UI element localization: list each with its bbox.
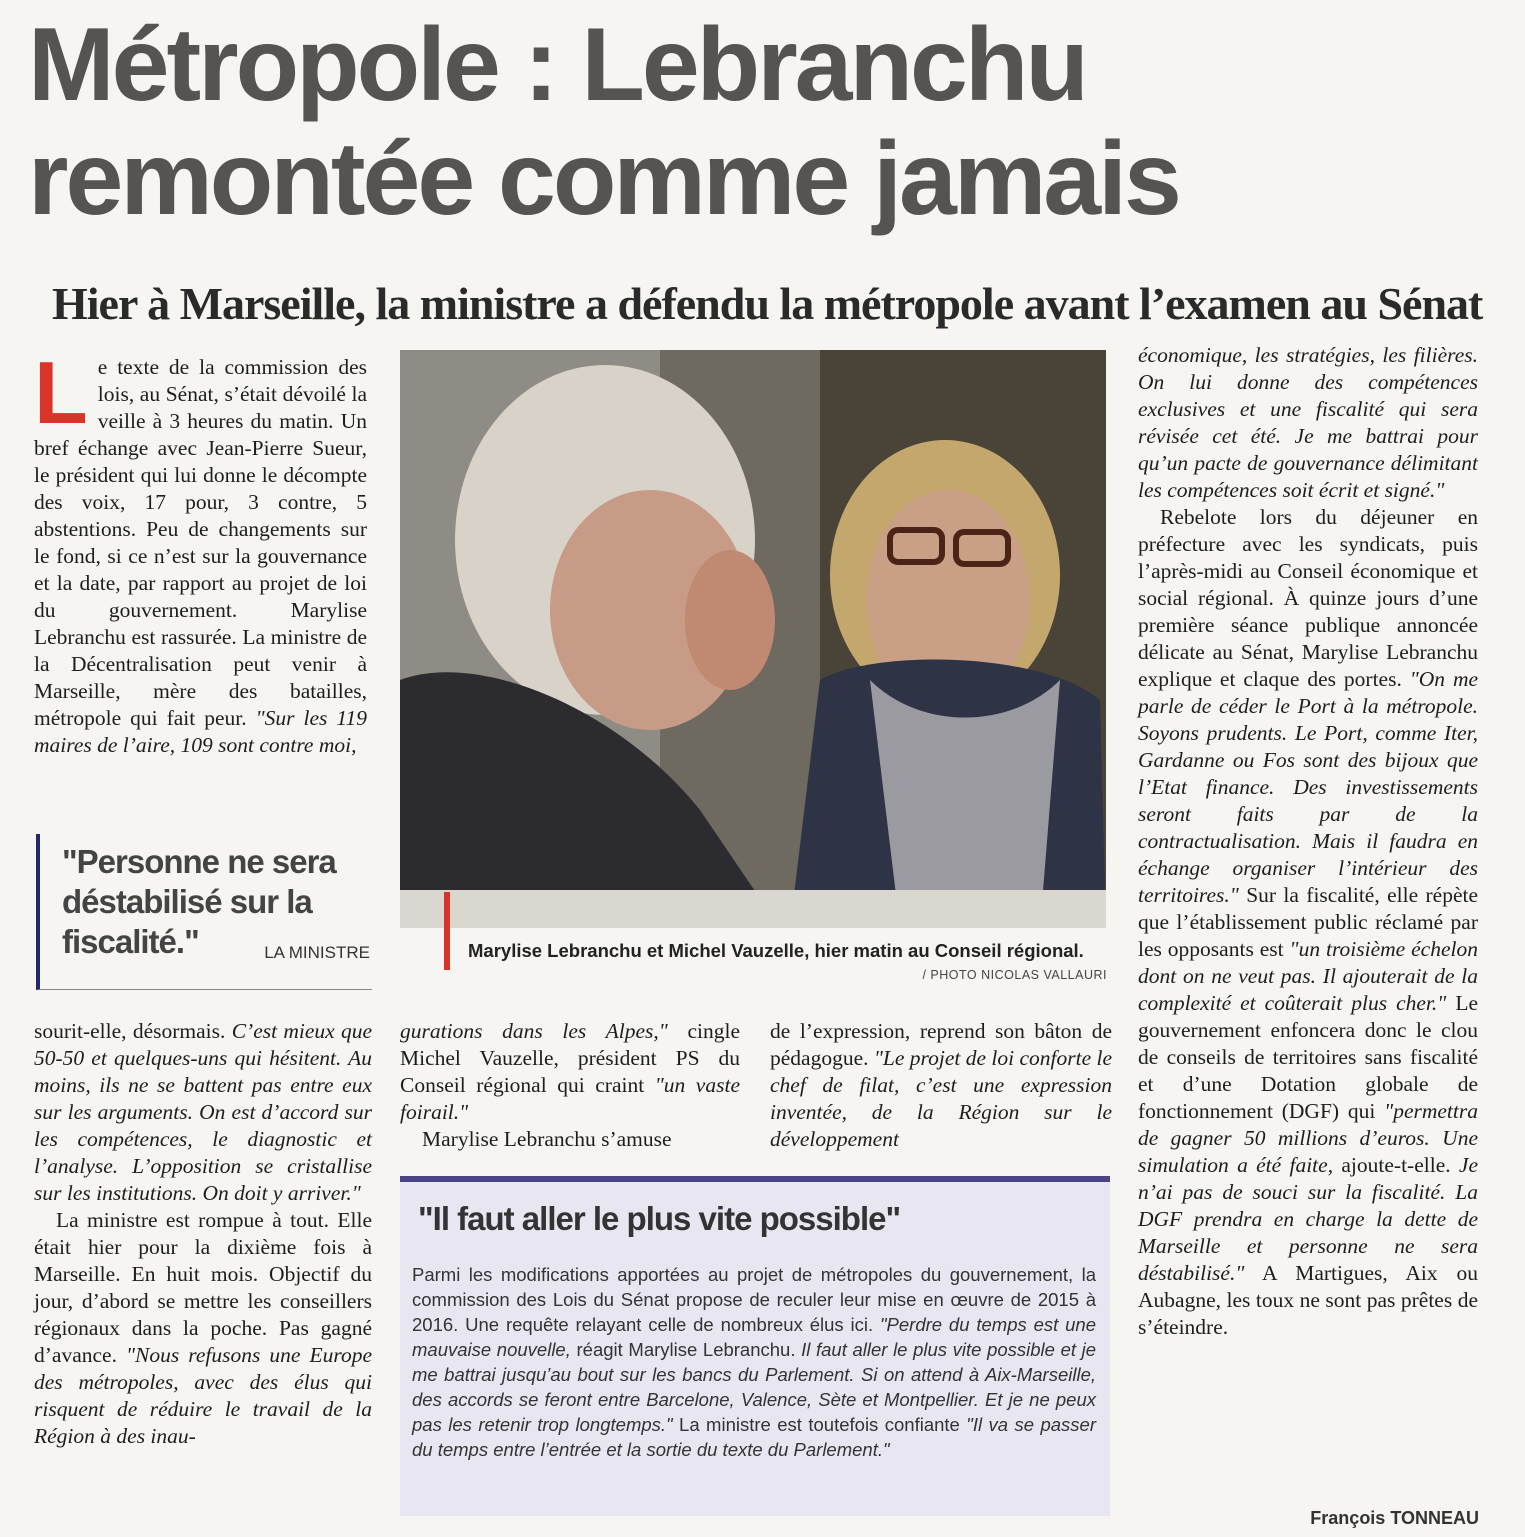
subheadline: Hier à Marseille, la ministre a défendu la métropole avant l’examen au Sénat — [52, 278, 1483, 329]
drop-cap: L — [34, 343, 88, 442]
caption-marker — [444, 892, 450, 970]
article-paragraph: gurations dans les Alpes," cingle Michel Vauzelle, président PS du Conseil régional qui craint "un vaste foirail." — [400, 1019, 740, 1124]
pull-quote-source: LA MINISTRE — [264, 943, 370, 962]
article-photo — [400, 350, 1106, 928]
article-paragraph: économique, les stratégies, les filières. On lui donne des compétences exclusives et une fiscalité qui sera révisée cet été. Je me battrai pour qu’un pacte de gouvernance délimitant les compétences soit écrit et signé." — [1138, 343, 1478, 502]
headline-line-2: remontée comme jamais — [28, 121, 1179, 237]
article-paragraph: La ministre est rompue à tout. Elle était hier pour la dixième fois à Marseille. En huit mois. Objectif du jour, d’abord se mettre les conseillers régionaux dans la poche. Pas gagné d’avance. "Nous refusons une Europe des métropoles, avec des élus qui risquent de réduire le travail de la Région à des inau- — [34, 1208, 372, 1448]
article-column-1 — [34, 343, 368, 759]
article-paragraph: Rebelote lors du déjeuner en préfecture avec les syndicats, puis l’après-midi au Conseil économique et social régional. À quinze jours d’une première séance publique annoncée délicate au Sénat, Marylise Lebranchu explique et claque des portes. "On me parle de céder le Port à la métropole. Soyons prudents. Le Port, comme Iter, Gardanne ou Fos sont des bijoux que l’Etat finance. Des investissements seront faits par de la contractualisation. Mais il faudra en échange organiser l’intérieur des territoires." Sur la fiscalité, elle répète que l’établissement public réclamé par les opposants est "un troisième échelon dont on ne veut pas. Il ajouterait de la complexité et coûterait plus cher." Le gouvernement enfoncera donc le clou de conseils de territoires sans fiscalité et d’une Dotation globale de fonctionnement (DGF) qui "permettra de gagner 50 millions d’euros. Une simulation a été faite, ajoute-t-elle. Je n’ai pas de souci sur la fiscalité. La DGF prendra en charge la dette de Marseille et personne ne sera déstabilisé." A Martigues, Aix ou Aubagne, les toux ne sont pas prêtes de s’éteindre. — [1138, 505, 1479, 1339]
article-paragraph: Marylise Lebranchu s’amuse — [422, 1127, 672, 1151]
sidebar-box-body: Parmi les modifications apportées au projet de métropoles du gouvernement, la commission des Lois du Sénat propose de reculer leur mise en œuvre de 2015 à 2016. Une requête relayant celle de nombreux élus ici. "Perdre du temps est une mauvaise nouvelle, réagit Marylise Lebranchu. Il faut aller le plus vite possible et je me battrai jusqu’au bout sur les bancs du Parlement. Si on attend à Aix-Marseille, des accords se feront entre Barcelone, Valence, Sète et Montpellier. Et je ne peux pas les retenir trop longtemps." La ministre est toutefois confiante "Il va se passer du temps entre l’entrée et la sortie du texte du Parlement." — [412, 1264, 1097, 1460]
article-column-2 — [400, 1018, 740, 1153]
photo-credit: / PHOTO NICOLAS VALLAURI — [922, 968, 1107, 982]
headline-line-1: Métropole : Lebranchu — [28, 7, 1086, 123]
pull-quote-text: "Personne ne sera déstabilisé sur la fiscalité." — [62, 843, 336, 960]
article-column-4 — [1138, 342, 1478, 1341]
article-paragraph: de l’expression, reprend son bâton de pédagogue. "Le projet de loi conforte le chef de filat, c’est une expression inventée, de la Région sur le développement — [770, 1019, 1113, 1151]
sidebar-box-title: "Il faut aller le plus vite possible" — [418, 1200, 901, 1237]
sidebar-box — [400, 1176, 1110, 1516]
headline — [28, 8, 1498, 236]
photo-illustration — [400, 350, 1106, 928]
article-paragraph: Le texte de la commission des lois, au Sénat, s’était dévoilé la veille à 3 heures du matin. Un bref échange avec Jean-Pierre Sueur, le président qui lui donne le décompte des voix, 17 pour, 3 contre, 5 abstentions. Peu de changements sur le fond, si ce n’est sur la gouvernance et la date, par rapport au projet de loi du gouvernement. Marylise Lebranchu est rassurée. La ministre de la Décentralisation peut venir à Marseille, mère des batailles, métropole qui fait peur. "Sur les 119 maires de l’aire, 109 sont contre moi, — [34, 343, 368, 757]
article-paragraph: sourit-elle, désormais. C’est mieux que 50-50 et quelques-uns qui hésitent. Au moins, ils ne se battent pas entre eux sur les arguments. On est d’accord sur les compétences, le diagnostic et l’analyse. L’opposition se cristallise sur les institutions. On doit y arriver." — [34, 1019, 373, 1205]
pull-quote — [36, 834, 372, 990]
article-column-3 — [770, 1018, 1112, 1153]
photo-caption: Marylise Lebranchu et Michel Vauzelle, hier matin au Conseil régional. — [468, 940, 1084, 961]
byline: François TONNEAU — [1310, 1508, 1479, 1528]
article-column-1-continued — [34, 1018, 372, 1450]
